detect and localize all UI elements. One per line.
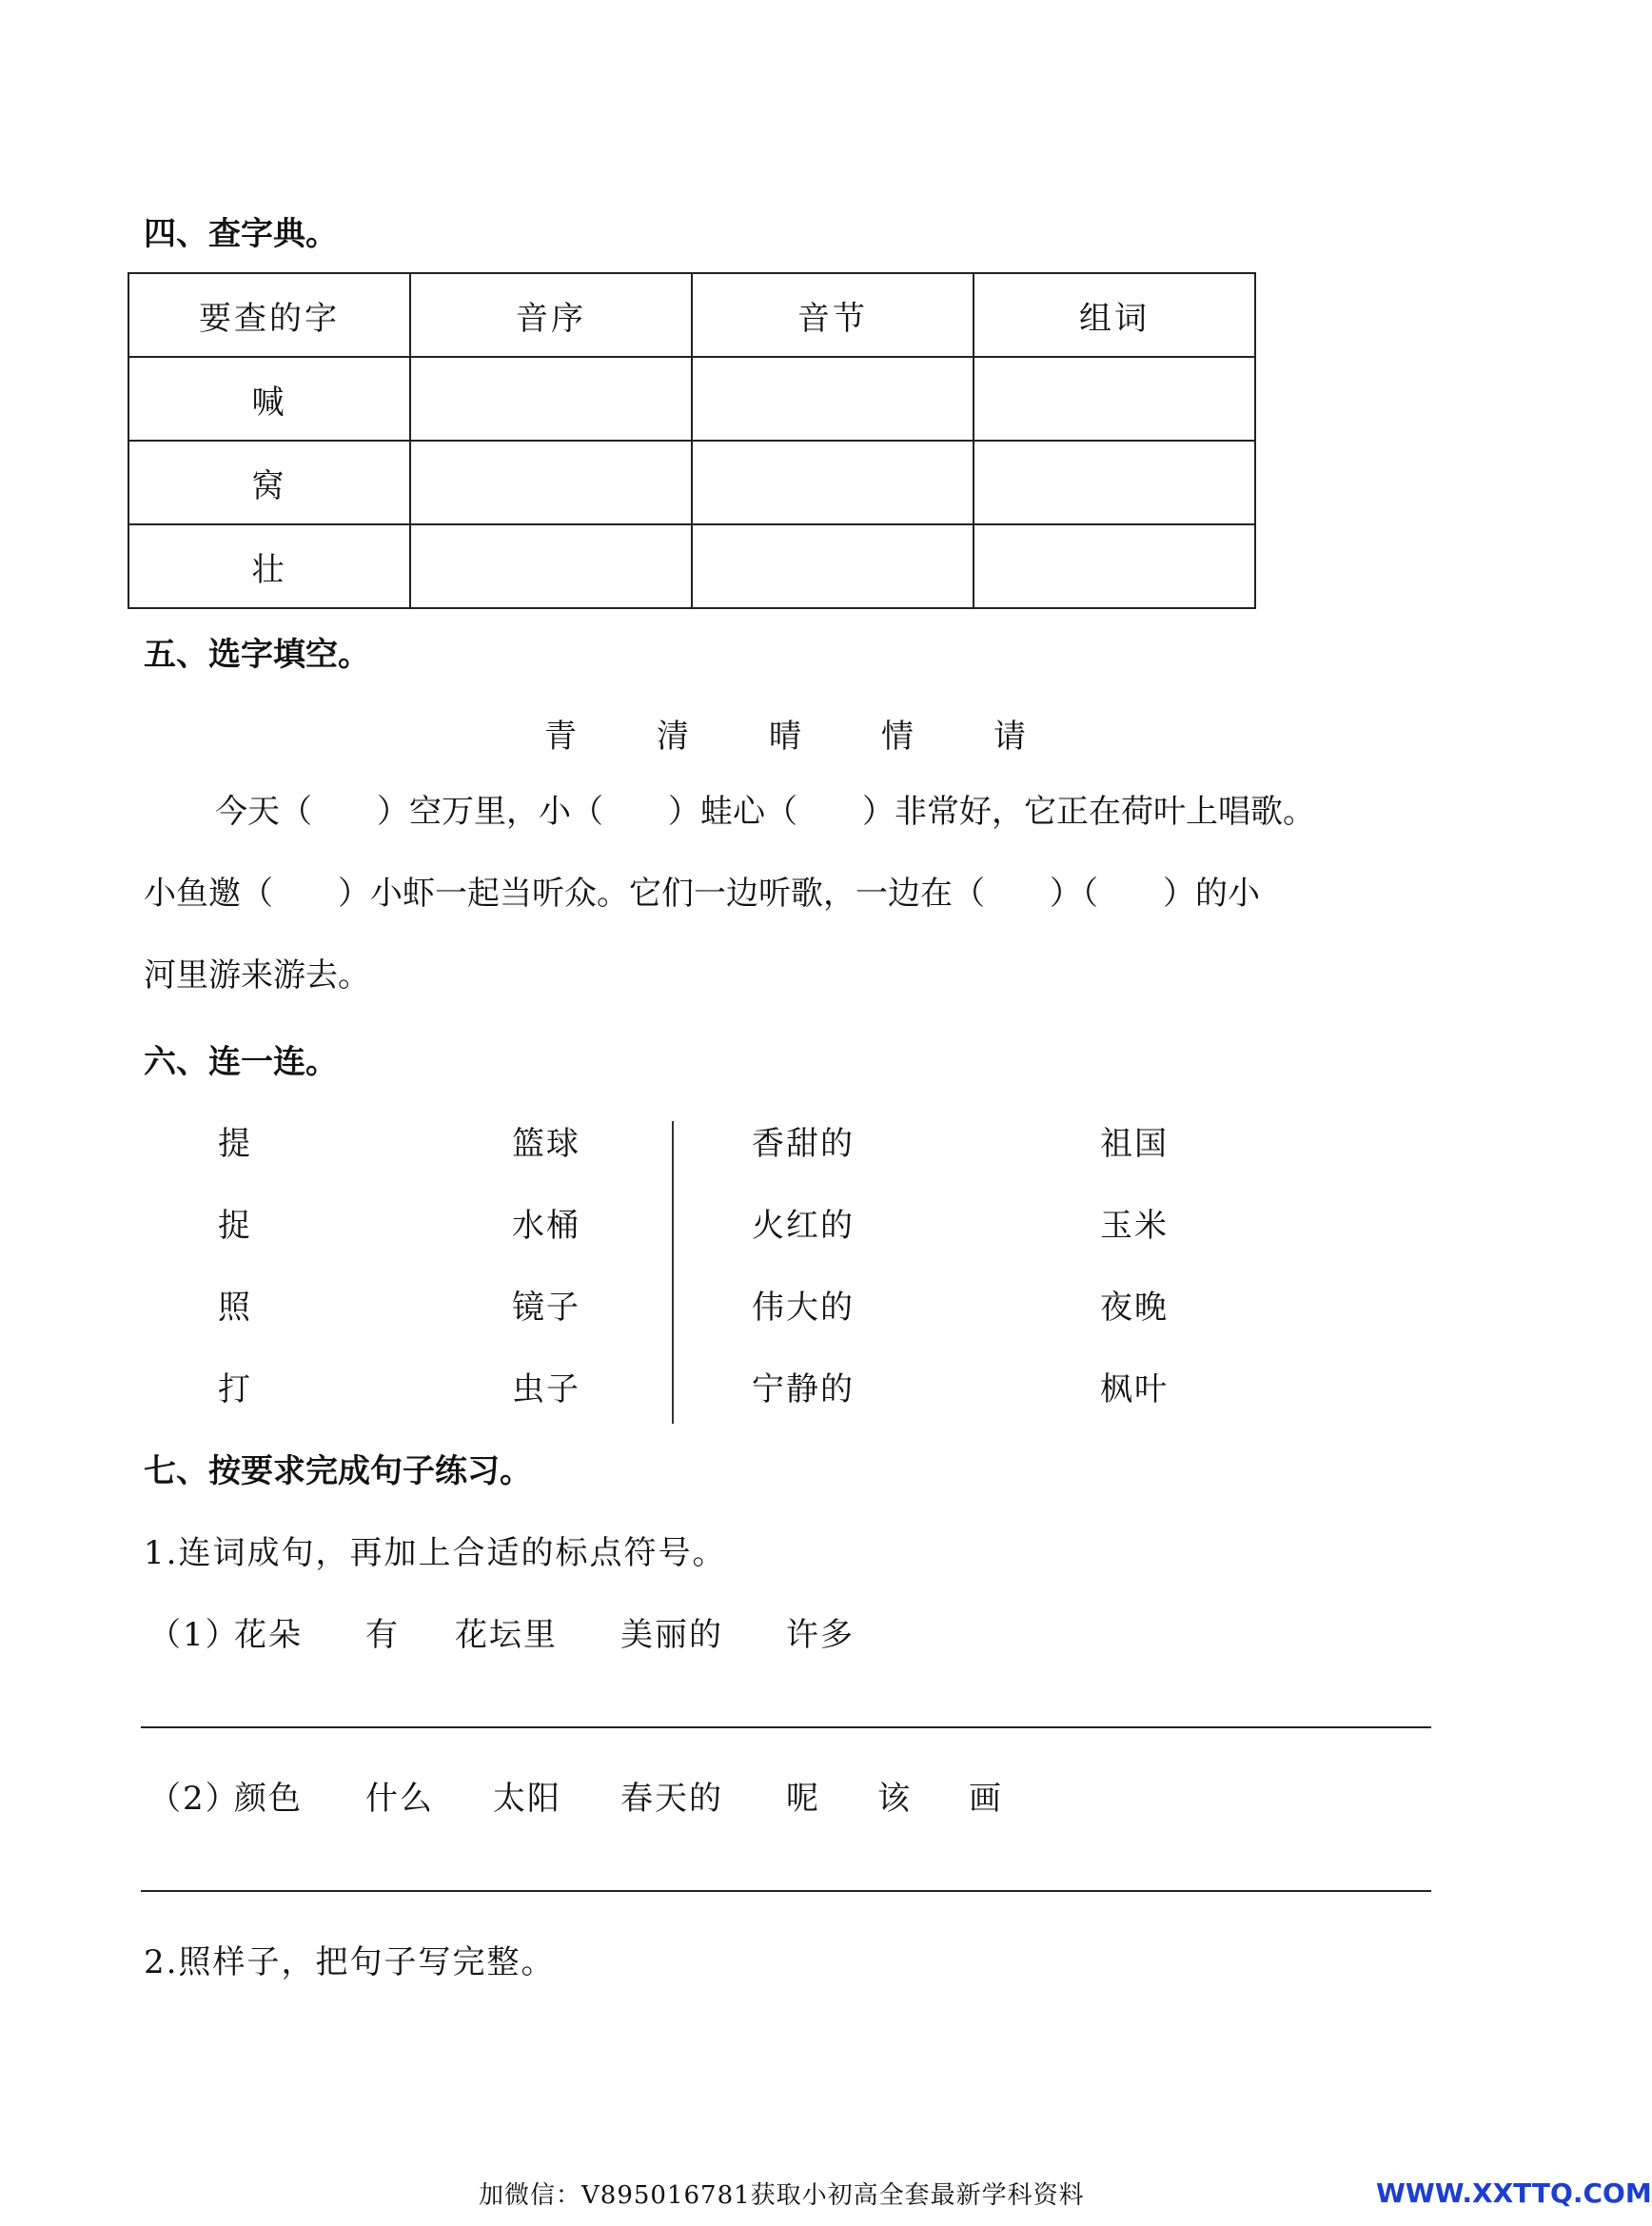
word-chip: 有 xyxy=(365,1616,400,1654)
table-header: 组词 xyxy=(974,273,1255,357)
word-chip: 花坛里 xyxy=(455,1616,558,1654)
answer-cell[interactable] xyxy=(692,357,974,441)
word-chip: 呢 xyxy=(786,1780,820,1818)
answer-cell[interactable] xyxy=(692,441,974,524)
sentence-1-label: （1） xyxy=(148,1616,240,1654)
noun-item: 夜晚 xyxy=(1100,1289,1169,1327)
footer-text: 加微信：V895016781获取小初高全套最新学科资料 xyxy=(479,2181,1085,2210)
fill-line-3: 河里游来游去。 xyxy=(144,956,370,995)
answer-line-1[interactable] xyxy=(141,1726,1431,1728)
section7-title: 七、按要求完成句子练习。 xyxy=(144,1452,532,1490)
object-item: 水桶 xyxy=(512,1207,580,1245)
table-row xyxy=(128,441,1255,524)
noun-item: 祖国 xyxy=(1100,1125,1169,1163)
word-chip: 该 xyxy=(877,1780,912,1818)
fill-line-2: 小鱼邀（ ）小虾一起当听众。它们一边听歌，一边在（ ）（ ）的小 xyxy=(144,875,1260,913)
section4-title: 四、查字典。 xyxy=(144,215,338,253)
answer-cell[interactable] xyxy=(974,357,1255,441)
word-chip: 花朵 xyxy=(234,1616,303,1654)
adjective-item: 宁静的 xyxy=(752,1370,855,1408)
choice-char: 情 xyxy=(881,718,914,756)
choice-char: 青 xyxy=(544,718,577,756)
answer-cell[interactable] xyxy=(410,441,692,524)
noun-item: 玉米 xyxy=(1100,1207,1169,1245)
question-2: 2.照样子，把句子写完整。 xyxy=(144,1943,556,1981)
word-chip: 春天的 xyxy=(620,1780,723,1818)
adjective-item: 伟大的 xyxy=(752,1289,855,1327)
answer-cell[interactable] xyxy=(974,524,1255,608)
answer-cell[interactable] xyxy=(410,357,692,441)
choice-char: 清 xyxy=(657,718,689,756)
adjective-item: 火红的 xyxy=(752,1207,855,1245)
word-chip: 美丽的 xyxy=(620,1616,723,1654)
table-header: 要查的字 xyxy=(128,273,410,357)
table-header-row xyxy=(128,273,1255,357)
word-chip: 颜色 xyxy=(234,1780,303,1818)
choice-char: 晴 xyxy=(769,718,801,756)
adjective-item: 香甜的 xyxy=(752,1125,855,1163)
word-chip: 许多 xyxy=(786,1616,855,1654)
lookup-char: 壮 xyxy=(128,524,410,608)
choice-char: 请 xyxy=(993,718,1026,756)
verb-item: 照 xyxy=(218,1289,252,1327)
question-1: 1.连词成句，再加上合适的标点符号。 xyxy=(144,1534,727,1572)
table-row xyxy=(128,524,1255,608)
noun-item: 枫叶 xyxy=(1100,1370,1169,1408)
table-row xyxy=(128,357,1255,441)
word-chip: 什么 xyxy=(365,1780,434,1818)
column-divider xyxy=(672,1121,674,1424)
answer-cell[interactable] xyxy=(410,524,692,608)
verb-item: 提 xyxy=(218,1125,252,1163)
answer-cell[interactable] xyxy=(974,441,1255,524)
section5-title: 五、选字填空。 xyxy=(144,636,370,674)
table-header: 音序 xyxy=(410,273,692,357)
sentence-2-label: （2） xyxy=(148,1780,240,1818)
fill-line-1: 今天（ ）空万里，小（ ）蛙心（ ）非常好，它正在荷叶上唱歌。 xyxy=(215,793,1315,831)
object-item: 篮球 xyxy=(512,1125,580,1163)
table-header: 音节 xyxy=(692,273,974,357)
answer-line-2[interactable] xyxy=(141,1890,1431,1892)
verb-item: 打 xyxy=(218,1370,252,1408)
dictionary-table xyxy=(128,272,1256,609)
lookup-char: 窝 xyxy=(128,441,410,524)
section6-title: 六、连一连。 xyxy=(144,1043,338,1081)
word-chip: 画 xyxy=(969,1780,1003,1818)
object-item: 镜子 xyxy=(512,1289,580,1327)
verb-item: 捉 xyxy=(218,1207,252,1245)
word-chip: 太阳 xyxy=(493,1780,561,1818)
answer-cell[interactable] xyxy=(692,524,974,608)
brand-watermark: WWW.XXTTQ.COM xyxy=(1376,2177,1652,2209)
lookup-char: 喊 xyxy=(128,357,410,441)
object-item: 虫子 xyxy=(512,1370,580,1408)
choice-characters xyxy=(544,710,1106,757)
